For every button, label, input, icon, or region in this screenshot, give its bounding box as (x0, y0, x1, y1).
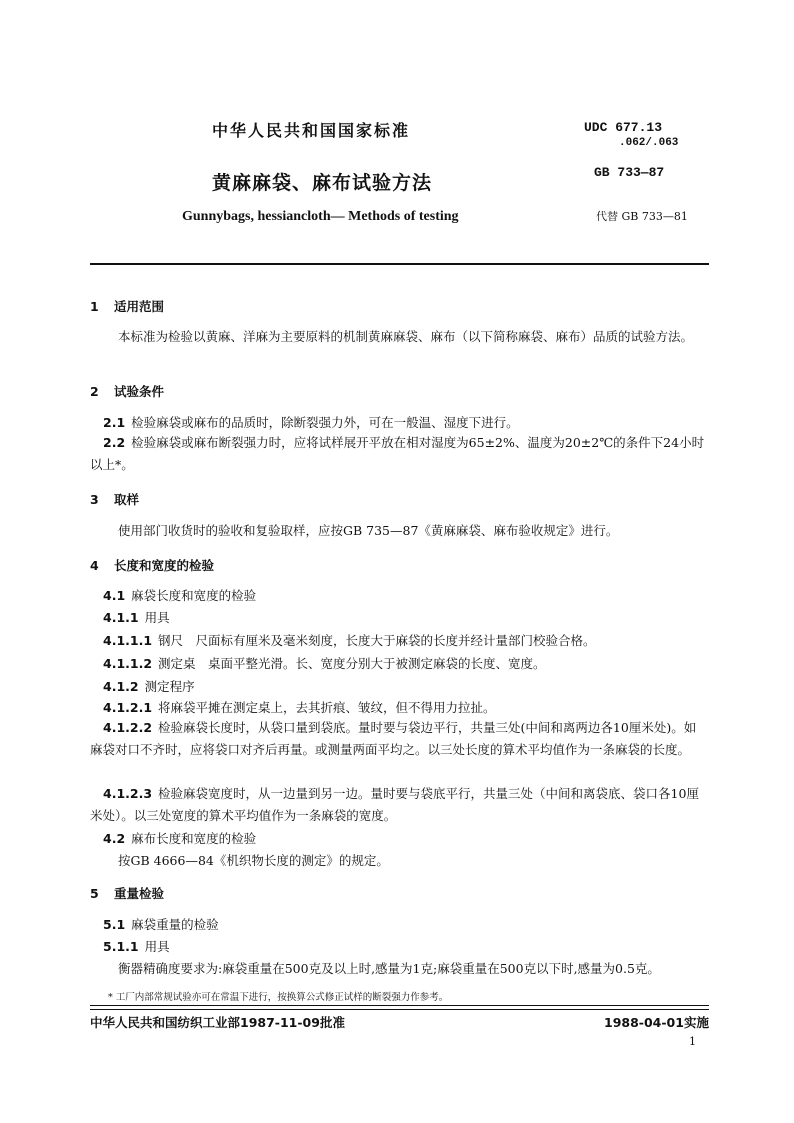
clause-number: 4.1.1.2 (103, 656, 153, 671)
clause-4-1-2-1 (103, 698, 496, 716)
udc-code-continuation: .062/.063 (619, 137, 679, 149)
section-1-heading (90, 297, 164, 315)
section-1-paragraph: 本标准为检验以黄麻、洋麻为主要原料的机制黄麻麻袋、麻布（以下简称麻袋、麻布）品质的试验方法。 (118, 329, 694, 344)
clause-4-1-1-2 (103, 654, 546, 672)
section-number: 1 (90, 299, 99, 314)
udc-code: UDC 677.13 (584, 120, 663, 135)
clause-4-1-1-1 (103, 631, 596, 649)
header-divider (90, 263, 709, 265)
section-title: 适用范围 (114, 299, 165, 314)
clause-4-1 (103, 586, 256, 604)
clause-4-2 (103, 829, 256, 847)
clause-text: 检验麻袋或麻布的品质时，除断裂强力外，可在一般温、湿度下进行。 (131, 415, 519, 430)
page-number: 1 (689, 1035, 696, 1048)
section-3-heading (90, 490, 139, 508)
effective-date: 1988-04-01实施 (604, 1015, 709, 1030)
clause-5-1-1-paragraph: 衡器精确度要求为:麻袋重量在500克及以上时,感量为1克;麻袋重量在500克以下时,感量为0.5克。 (118, 961, 660, 976)
approval-line: 中华人民共和国纺织工业部1987-11-09批准 (90, 1015, 345, 1030)
clause-text: 检验麻袋宽度时，从一边量到另一边。量时要与袋底平行，共量三处（中间和离袋底、袋口各10厘米处）。以三处宽度的算术平均值作为一条麻袋的宽度。 (90, 786, 699, 823)
clause-number: 2.2 (103, 435, 126, 450)
section-title: 试验条件 (114, 384, 165, 399)
clause-number: 5.1 (103, 917, 126, 932)
section-title: 取样 (114, 492, 140, 507)
document-title-chinese: 黄麻麻袋、麻布试验方法 (212, 172, 433, 194)
clause-5-1-1 (103, 937, 170, 955)
clause-number: 4.1 (103, 588, 126, 603)
section-title: 重量检验 (114, 886, 165, 901)
section-2-heading (90, 382, 164, 400)
clause-number: 4.1.1 (103, 610, 139, 625)
standard-number: GB 733—87 (594, 165, 665, 180)
section-5-heading (90, 884, 164, 902)
section-title: 长度和宽度的检验 (114, 558, 215, 573)
clause-4-1-2 (103, 677, 195, 695)
clause-number: 4.1.2 (103, 679, 139, 694)
section-number: 3 (90, 492, 99, 507)
clause-text: 用具 (144, 610, 170, 625)
section-number: 4 (90, 558, 99, 573)
clause-number: 4.1.2.1 (103, 700, 153, 715)
clause-text: 钢尺 尺面标有厘米及毫米刻度，长度大于麻袋的长度并经计量部门校验合格。 (158, 633, 596, 648)
clause-2-2 (90, 432, 708, 476)
clause-number: 5.1.1 (103, 939, 139, 954)
section-number: 2 (90, 384, 99, 399)
clause-text: 麻袋长度和宽度的检验 (131, 588, 257, 603)
clause-text: 麻布长度和宽度的检验 (131, 831, 257, 846)
clause-number: 2.1 (103, 415, 126, 430)
section-3-paragraph: 使用部门收货时的验收和复验取样，应按GB 735—87《黄麻麻袋、麻布验收规定》进行。 (118, 523, 619, 538)
clause-text: 测定程序 (144, 679, 195, 694)
clause-number: 4.1.1.1 (103, 633, 153, 648)
clause-text: 检验麻袋长度时，从袋口量到袋底。量时要与袋边平行，共量三处(中间和离两边各10厘米处)。如麻袋对口不齐时，应将袋口对齐后再量。或测量两面平均之。以三处长度的算术平均值作为一条麻袋的长度。 (90, 720, 697, 757)
section-number: 5 (90, 886, 99, 901)
clause-text: 测定桌 桌面平整光滑。长、宽度分别大于被测定麻袋的长度、宽度。 (158, 656, 546, 671)
footer-divider-secondary (90, 1009, 709, 1010)
clause-number: 4.1.2.3 (103, 786, 153, 801)
clause-4-1-2-3 (90, 783, 708, 827)
replaces-standard: 代替 GB 733—81 (596, 210, 688, 223)
clause-text: 用具 (144, 939, 170, 954)
footnote: * 工厂内部常规试验亦可在常温下进行，按换算公式修正试样的断裂强力作参考。 (108, 992, 449, 1003)
section-4-heading (90, 556, 214, 574)
document-title-english: Gunnybags, hessiancloth— Methods of testing (182, 209, 459, 224)
clause-2-1 (103, 413, 519, 431)
clause-text: 麻袋重量的检验 (131, 917, 219, 932)
clause-4-1-2-2 (90, 717, 708, 761)
clause-text: 将麻袋平摊在测定桌上，去其折痕、皱纹，但不得用力拉扯。 (158, 700, 496, 715)
clause-number: 4.1.2.2 (103, 720, 153, 735)
clause-4-1-1 (103, 608, 170, 626)
clause-text: 检验麻袋或麻布断裂强力时，应将试样展开平放在相对湿度为65±2%、温度为20±2℃的条件下24小时以上*。 (90, 435, 705, 472)
clause-number: 4.2 (103, 831, 126, 846)
issuing-authority: 中华人民共和国国家标准 (212, 121, 411, 140)
clause-4-2-paragraph: 按GB 4666—84《机织物长度的测定》的规定。 (118, 853, 389, 868)
footer-divider (90, 1005, 709, 1006)
clause-5-1 (103, 915, 219, 933)
